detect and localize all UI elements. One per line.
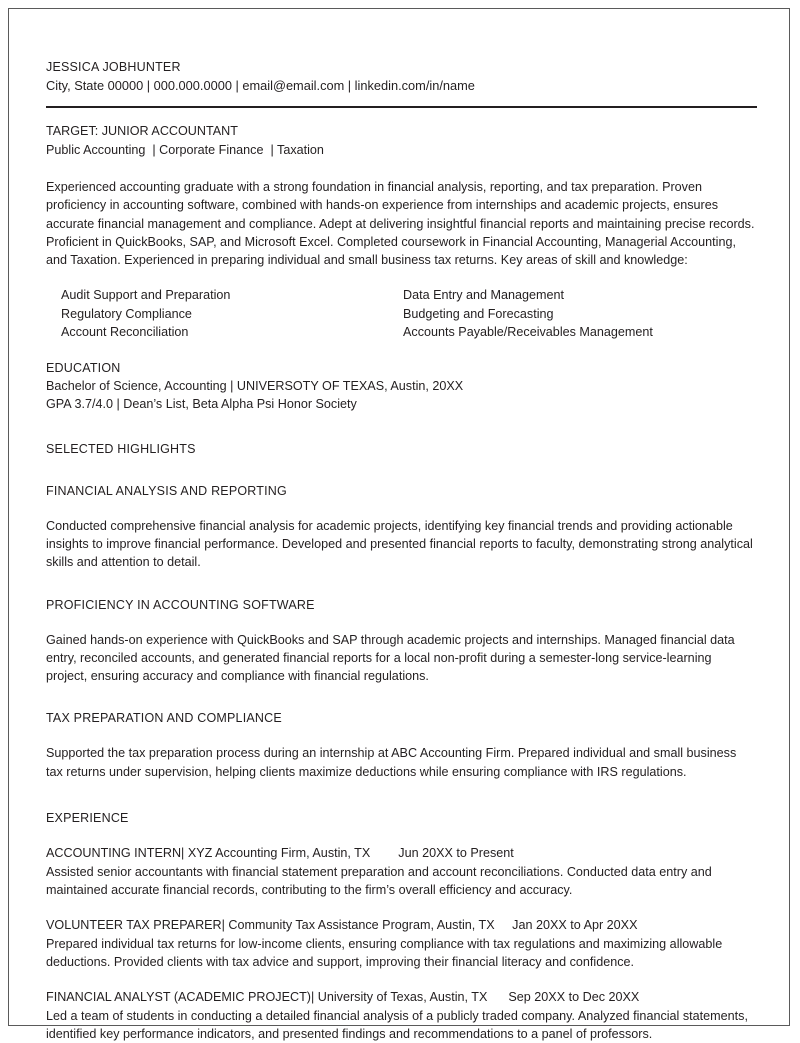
highlight-body: Conducted comprehensive financial analysis for academic projects, identifying key financial trends and providing actionable insights to improve financial performance. Developed and presented financial reports to faculty, demonstrating strong analytical skills and attention to detail. xyxy=(46,518,753,570)
highlight-body: Gained hands-on experience with QuickBooks and SAP through academic projects and internships. Managed financial data entry, reconciled accounts, and generated financial reports for a local non-profit during a semester-long service-learning project, ensuring accuracy and compliance with financial regulations. xyxy=(46,632,735,684)
experience-entry-header xyxy=(46,988,756,1007)
skill-item: Budgeting and Forecasting xyxy=(403,306,554,321)
experience-entry-header xyxy=(46,844,756,863)
header-divider xyxy=(46,106,757,108)
experience-entry-description: Prepared individual tax returns for low-income clients, ensuring compliance with tax regulations and maximizing allowable deductions. Provided clients with tax advice and support, improving their financial literacy and confidence. xyxy=(46,936,723,969)
skill-item: Audit Support and Preparation xyxy=(61,288,231,303)
highlight-heading: TAX PREPARATION AND COMPLIANCE xyxy=(46,711,282,726)
job-separator: | xyxy=(181,846,185,861)
skill-item: Account Reconciliation xyxy=(61,325,189,340)
skill-item: Data Entry and Management xyxy=(403,288,565,303)
target-specialties: Public Accounting | Corporate Finance | Taxation xyxy=(46,142,324,157)
highlights-heading: SELECTED HIGHLIGHTS xyxy=(46,441,196,456)
experience-entry-description: Led a team of students in conducting a detailed financial analysis of a publicly traded company. Analyzed financial statements, identified key performance indicators, and presented findings and recommendations to a panel of professors. xyxy=(46,1008,748,1042)
job-dates: Jun 20XX to Present xyxy=(398,846,514,861)
resume-page xyxy=(8,8,790,1042)
skills-section xyxy=(46,286,756,341)
education-heading: EDUCATION xyxy=(46,360,121,375)
job-title: ACCOUNTING INTERN xyxy=(46,846,182,861)
job-header-gap xyxy=(495,918,513,932)
education-degree: Bachelor of Science, Accounting | UNIVERSOTY OF TEXAS, Austin, 20XX xyxy=(46,378,464,393)
candidate-name: JESSICA JOBHUNTER xyxy=(46,60,181,74)
job-separator: | xyxy=(310,990,315,1005)
skill-item: Accounts Payable/Receivables Management xyxy=(403,325,653,340)
highlight-heading: FINANCIAL ANALYSIS AND REPORTING xyxy=(46,483,287,498)
highlight-block xyxy=(46,596,756,686)
experience-heading: EXPERIENCE xyxy=(46,811,129,826)
job-dates: Sep 20XX to Dec 20XX xyxy=(508,990,640,1005)
summary-section xyxy=(46,178,756,269)
summary-paragraph-1: Experienced accounting graduate with a strong foundation in financial analysis, reporting, and tax preparation. Proven proficiency in accounting software, combined with hands-on experience from internships and academic projects, ensures accurate financial management and compliance. Adept at delivering insightful financial reports and maintaining precise records. xyxy=(46,180,755,231)
job-title: VOLUNTEER TAX PREPARER xyxy=(46,918,222,933)
job-employer: University of Texas, Austin, TX xyxy=(314,990,488,1005)
summary-paragraph-2: Proficient in QuickBooks, SAP, and Microsoft Excel. Completed coursework in Financial Accounting, Managerial Accounting, and Taxation. Experienced in preparing individual and small business tax returns. Key areas of skill and knowledge: xyxy=(46,234,736,268)
resume-content xyxy=(46,59,756,1043)
skills-column-left xyxy=(46,286,403,341)
education-honors: GPA 3.7/4.0 | Dean’s List, Beta Alpha Psi Honor Society xyxy=(46,397,357,412)
highlight-block xyxy=(46,709,756,781)
job-employer: XYZ Accounting Firm, Austin, TX xyxy=(184,846,371,861)
job-employer: Community Tax Assistance Program, Austin, TX xyxy=(224,918,495,933)
skills-column-right xyxy=(403,286,743,341)
education-section xyxy=(46,359,756,414)
job-header-gap xyxy=(370,846,398,860)
highlight-block xyxy=(46,482,756,572)
job-separator: | xyxy=(221,918,225,933)
job-dates: Jan 20XX to Apr 20XX xyxy=(512,918,638,933)
target-section xyxy=(46,122,756,159)
skill-item: Regulatory Compliance xyxy=(61,306,192,321)
experience-entry-header xyxy=(46,916,756,935)
target-headline: TARGET: JUNIOR ACCOUNTANT xyxy=(46,124,238,138)
contact-line: City, State 00000 | 000.000.0000 | email@email.com | linkedin.com/in/name xyxy=(46,78,475,93)
highlight-heading: PROFICIENCY IN ACCOUNTING SOFTWARE xyxy=(46,597,315,612)
experience-entry-description: Assisted senior accountants with financial statement preparation and account reconciliations. Conducted data entry and maintained accurate financial records, contributing to the firm’s overall efficiency and accuracy. xyxy=(46,864,712,897)
highlight-body: Supported the tax preparation process during an internship at ABC Accounting Firm. Prepared individual and small business tax returns under supervision, helping clients maximize deductions while ensuring compliance with IRS regulations. xyxy=(46,746,737,779)
experience-entry xyxy=(46,844,756,899)
experience-entry xyxy=(46,916,756,971)
job-title: FINANCIAL ANALYST (ACADEMIC PROJECT) xyxy=(46,990,311,1005)
job-header-gap xyxy=(487,990,508,1004)
